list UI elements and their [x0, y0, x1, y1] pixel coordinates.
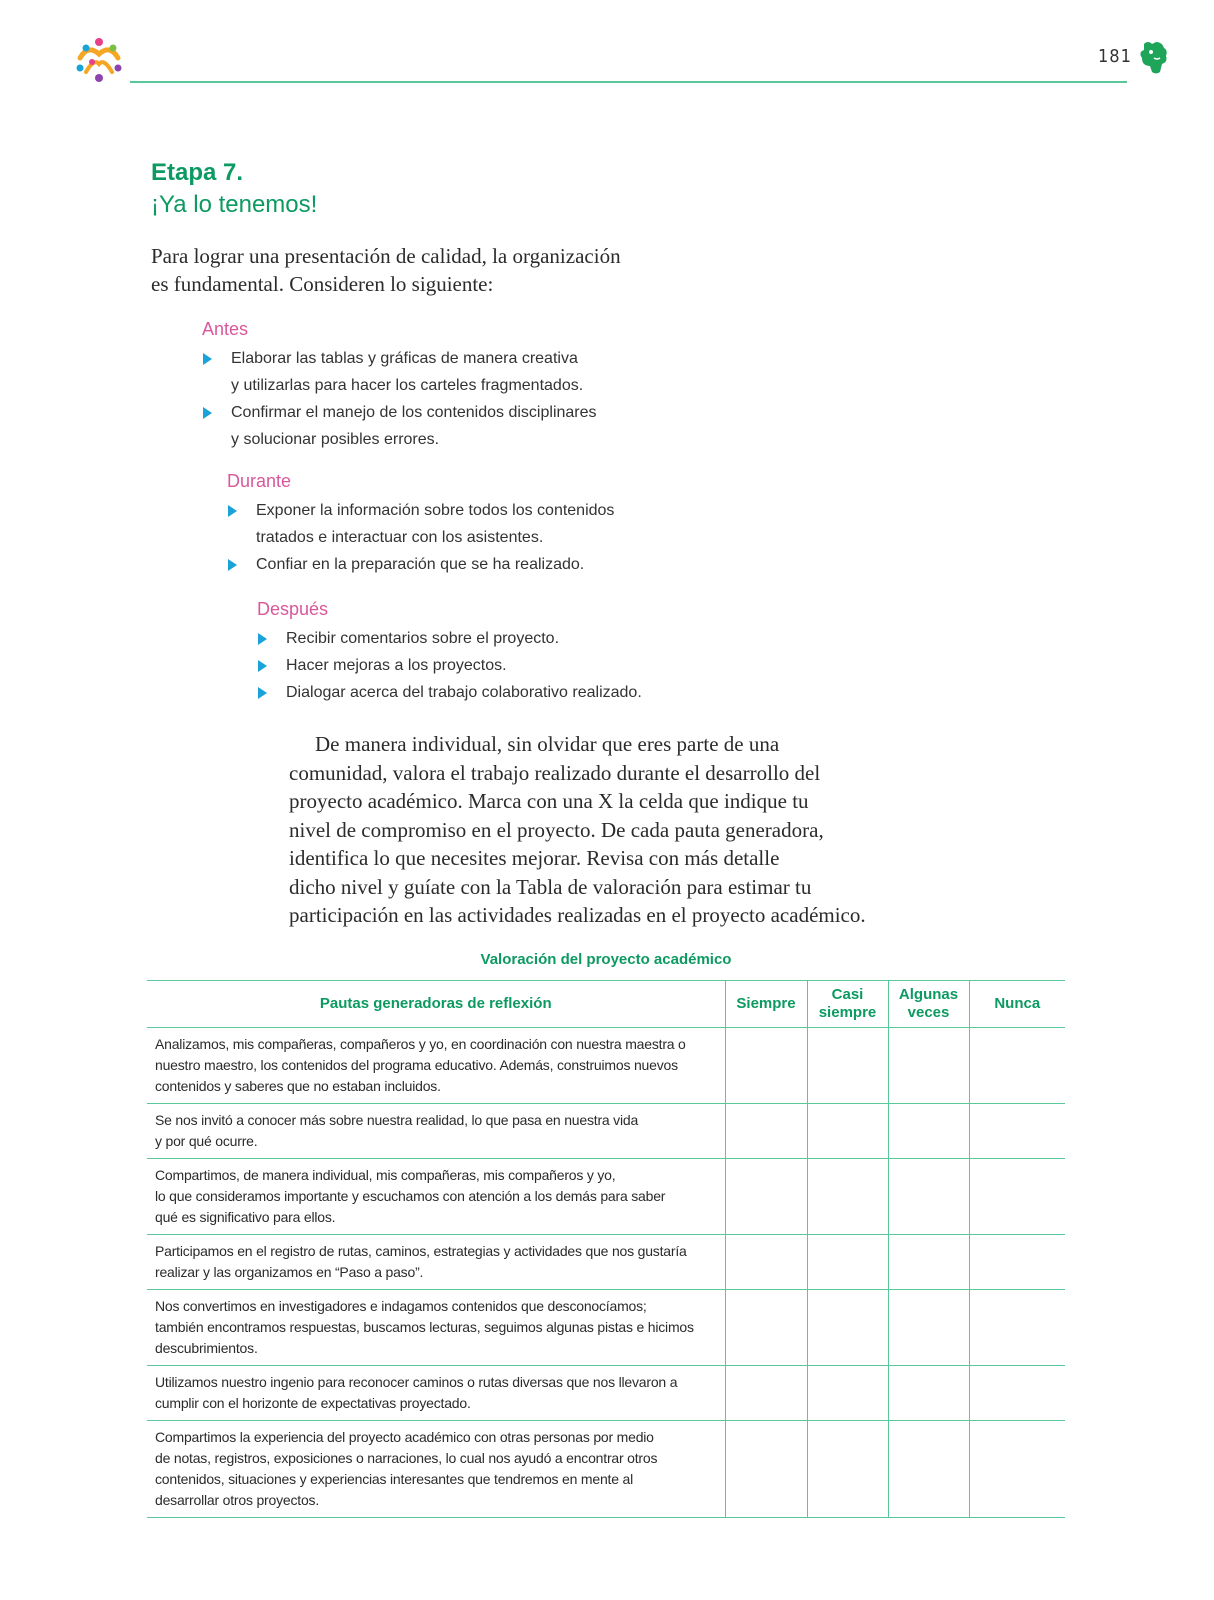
- list-item: Recibir comentarios sobre el proyecto.: [257, 625, 642, 652]
- green-figure-icon: [1138, 40, 1170, 76]
- mark-cell-algunas-veces[interactable]: [888, 1366, 969, 1421]
- criterion-cell: Utilizamos nuestro ingenio para reconocer caminos o rutas diversas que nos llevaron a cumplir con el horizonte de expectativas proyectado.: [147, 1366, 725, 1421]
- intro-paragraph: [151, 242, 711, 298]
- table-row: [147, 1290, 1065, 1366]
- table-row: [147, 1028, 1065, 1104]
- mark-cell-algunas-veces[interactable]: [888, 1028, 969, 1104]
- mark-cell-casi-siempre[interactable]: [807, 1290, 888, 1366]
- mark-cell-siempre[interactable]: [725, 1290, 807, 1366]
- criterion-cell: Nos convertimos en investigadores e indagamos contenidos que desconocíamos; también encontramos respuestas, buscamos lecturas, seguimos algunas pistas e hicimos descubrimientos.: [147, 1290, 725, 1366]
- instructions-paragraph: De manera individual, sin olvidar que eres parte de una comunidad, valora el trabajo realizado durante el desarrollo del proyecto académico. Marca con una X la celda que indique tu nivel de compromiso en el proyecto. De cada pauta generadora, identifica lo que necesites mejorar. Revisa con más detalle dicho nivel y guíate con la Tabla de valoración para estimar tu participación en las actividades realizadas en el proyecto académico.: [289, 732, 866, 927]
- mark-cell-casi-siempre[interactable]: [807, 1159, 888, 1235]
- mark-cell-siempre[interactable]: [725, 1366, 807, 1421]
- mark-cell-casi-siempre[interactable]: [807, 1366, 888, 1421]
- table-row: [147, 1104, 1065, 1159]
- mark-cell-casi-siempre[interactable]: [807, 1421, 888, 1518]
- mark-cell-nunca[interactable]: [969, 1235, 1065, 1290]
- header-algunas-veces: Algunas veces: [888, 981, 969, 1028]
- evaluation-table: [147, 980, 1065, 1518]
- table-row: [147, 1235, 1065, 1290]
- stage-subtitle: ¡Ya lo tenemos!: [151, 191, 318, 218]
- mark-cell-siempre[interactable]: [725, 1235, 807, 1290]
- mark-cell-casi-siempre[interactable]: [807, 1028, 888, 1104]
- mark-cell-nunca[interactable]: [969, 1290, 1065, 1366]
- table-row: [147, 1366, 1065, 1421]
- bullet-arrow-icon: [203, 407, 212, 419]
- bullet-arrow-icon: [228, 559, 237, 571]
- criterion-cell: Compartimos, de manera individual, mis compañeras, mis compañeros y yo, lo que consideramos importante y escuchamos con atención a los demás para saber qué es significativo para ellos.: [147, 1159, 725, 1235]
- table-row: [147, 1421, 1065, 1518]
- mark-cell-algunas-veces[interactable]: [888, 1421, 969, 1518]
- table-row: [147, 1159, 1065, 1235]
- mark-cell-siempre[interactable]: [725, 1159, 807, 1235]
- criterion-cell: Compartimos la experiencia del proyecto académico con otras personas por medio de notas, registros, exposiciones o narraciones, lo cual nos ayudó a encontrar otros contenidos, situaciones y experiencias interesantes que tendremos en mente al desarrollar otros proyectos.: [147, 1421, 725, 1518]
- mark-cell-algunas-veces[interactable]: [888, 1159, 969, 1235]
- stage-title: Etapa 7.: [151, 159, 244, 186]
- colorful-community-logo-icon: [72, 34, 126, 86]
- header-casi-siempre: Casi siempre: [807, 981, 888, 1028]
- header-rule: [130, 81, 1127, 83]
- mark-cell-nunca[interactable]: [969, 1421, 1065, 1518]
- section-antes: [202, 317, 597, 453]
- header-nunca: Nunca: [969, 981, 1065, 1028]
- mark-cell-casi-siempre[interactable]: [807, 1235, 888, 1290]
- intro-line: es fundamental. Consideren lo siguiente:: [151, 272, 494, 296]
- mark-cell-nunca[interactable]: [969, 1366, 1065, 1421]
- criterion-cell: Se nos invitó a conocer más sobre nuestra realidad, lo que pasa en nuestra vida y por qué ocurre.: [147, 1104, 725, 1159]
- mark-cell-siempre[interactable]: [725, 1104, 807, 1159]
- list-item: Hacer mejoras a los proyectos.: [257, 652, 642, 679]
- header-siempre: Siempre: [725, 981, 807, 1028]
- criterion-cell: Participamos en el registro de rutas, caminos, estrategias y actividades que nos gustaría realizar y las organizamos en “Paso a paso”.: [147, 1235, 725, 1290]
- mark-cell-algunas-veces[interactable]: [888, 1235, 969, 1290]
- mark-cell-casi-siempre[interactable]: [807, 1104, 888, 1159]
- criterion-cell: Analizamos, mis compañeras, compañeros y yo, en coordinación con nuestra maestra o nuestro maestro, los contenidos del programa educativo. Además, construimos nuevos contenidos y saberes que no estaban incluidos.: [147, 1028, 725, 1104]
- table-caption: Valoración del proyecto académico: [480, 951, 732, 968]
- section-heading: Durante: [227, 471, 292, 491]
- bullet-arrow-icon: [258, 633, 267, 645]
- table-header-row: [147, 981, 1065, 1028]
- section-heading: Después: [257, 599, 329, 619]
- mark-cell-siempre[interactable]: [725, 1421, 807, 1518]
- mark-cell-algunas-veces[interactable]: [888, 1290, 969, 1366]
- bullet-arrow-icon: [258, 660, 267, 672]
- mark-cell-algunas-veces[interactable]: [888, 1104, 969, 1159]
- mark-cell-nunca[interactable]: [969, 1104, 1065, 1159]
- list-item: Confiar en la preparación que se ha realizado.: [227, 551, 614, 578]
- header-criteria: Pautas generadoras de reflexión: [147, 981, 725, 1028]
- bullet-arrow-icon: [203, 353, 212, 365]
- mark-cell-siempre[interactable]: [725, 1028, 807, 1104]
- mark-cell-nunca[interactable]: [969, 1028, 1065, 1104]
- intro-line: Para lograr una presentación de calidad, la organización: [151, 244, 621, 268]
- page-number: 181: [1098, 46, 1132, 67]
- bullet-arrow-icon: [228, 505, 237, 517]
- section-despues: [257, 597, 642, 706]
- list-item: Confirmar el manejo de los contenidos disciplinares y solucionar posibles errores.: [202, 399, 597, 453]
- bullet-arrow-icon: [258, 687, 267, 699]
- mark-cell-nunca[interactable]: [969, 1159, 1065, 1235]
- list-item: Exponer la información sobre todos los contenidos tratados e interactuar con los asistentes.: [227, 497, 614, 551]
- list-item: Dialogar acerca del trabajo colaborativo realizado.: [257, 679, 642, 706]
- list-item: Elaborar las tablas y gráficas de manera creativa y utilizarlas para hacer los carteles fragmentados.: [202, 345, 597, 399]
- section-heading: Antes: [202, 319, 249, 339]
- section-durante: [227, 469, 614, 578]
